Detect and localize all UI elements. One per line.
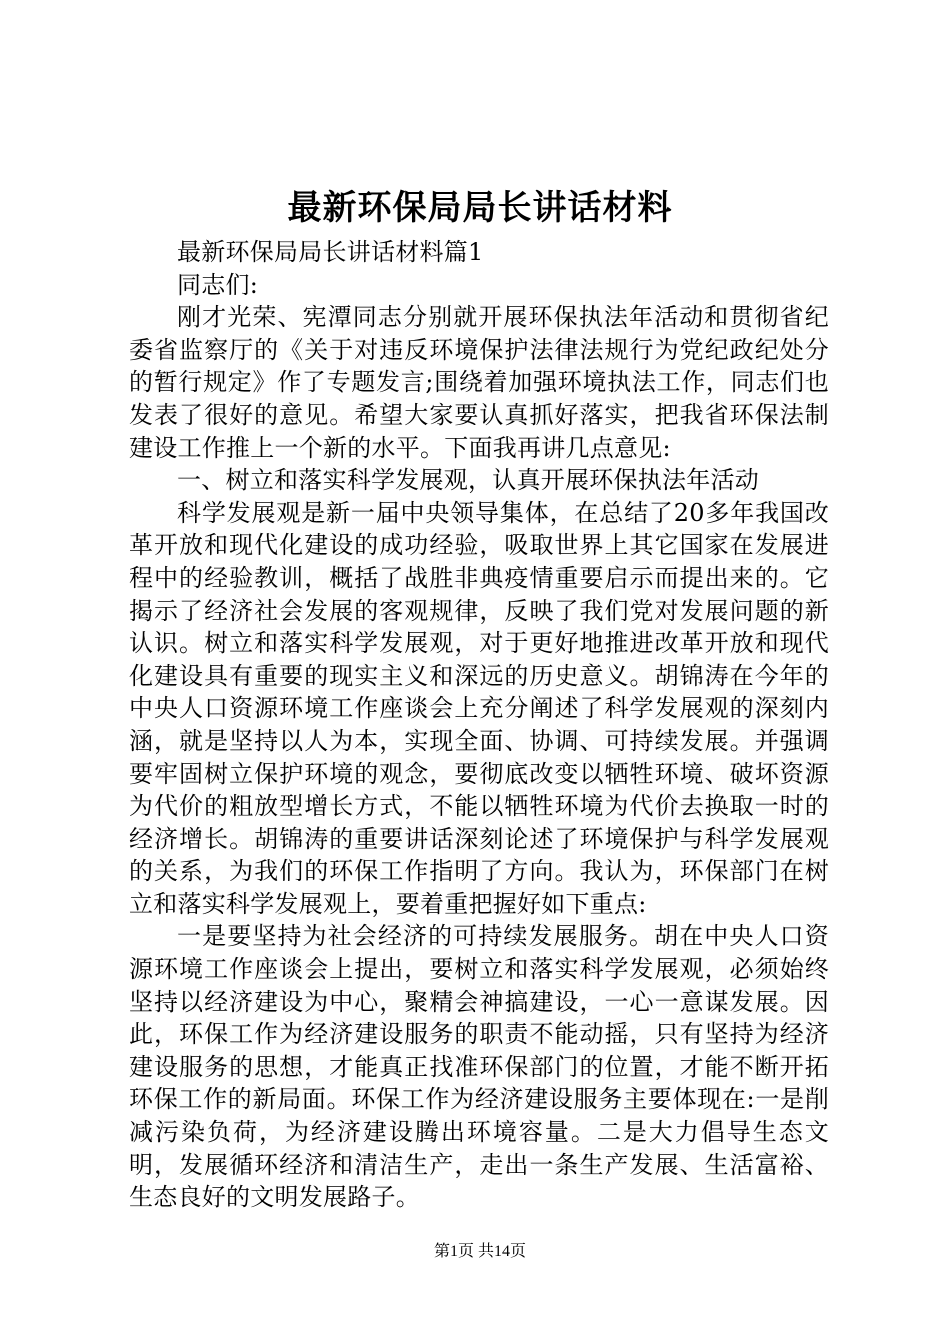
page-footer: 第1页 共14页 bbox=[433, 1243, 526, 1260]
paragraph: 科学发展观是新一届中央领导集体，在总结了20多年我国改革开放和现代化建设的成功经验，吸取世界上其它国家在发展进程中的经验教训，概括了战胜非典疫情重要启示而提出来的。它揭示了经济社会发展的客观规律，反映了我们党对发展问题的新认识。树立和落实科学发展观，对于更好地推进改革开放和现代化建设具有重要的现实主义和深远的历史意义。胡锦涛在今年的中央人口资源环境工作座谈会上充分阐述了科学发展观的深刻内涵，就是坚持以人为本，实现全面、协调、可持续发展。并强调要牢固树立保护环境的观念，要彻底改变以牺牲环境、破坏资源为代价的粗放型增长方式，不能以牺牲环境为代价去换取一时的经济增长。胡锦涛的重要讲话深刻论述了环境保护与科学发展观的关系，为我们的环保工作指明了方向。我认为，环保部门在树立和落实科学发展观上，要着重把握好如下重点: bbox=[129, 498, 829, 918]
document-title: 最新环保局局长讲话材料 bbox=[287, 188, 673, 228]
document-body bbox=[129, 236, 829, 1214]
paragraph: 一是要坚持为社会经济的可持续发展服务。胡在中央人口资源环境工作座谈会上提出，要树立和落实科学发展观，必须始终坚持以经济建设为中心，聚精会神搞建设，一心一意谋发展。因此，环保工作为经济建设服务的职责不能动摇，只有坚持为经济建设服务的思想，才能真正找准环保部门的位置，才能不断开拓环保工作的新局面。环保工作为经济建设服务主要体现在:一是削减污染负荷，为经济建设腾出环境容量。二是大力倡导生态文明，发展循环经济和清洁生产，走出一条生产发展、生活富裕、生态良好的文明发展路子。 bbox=[129, 922, 829, 1212]
salutation: 同志们: bbox=[177, 270, 259, 299]
subheading: 一、树立和落实科学发展观，认真开展环保执法年活动 bbox=[177, 466, 759, 495]
paragraph: 刚才光荣、宪潭同志分别就开展环保执法年活动和贯彻省纪委省监察厅的《关于对违反环境保护法律法规行为党纪政纪处分的暂行规定》作了专题发言;围绕着加强环境执法工作，同志们也发表了很好的意见。希望大家要认真抓好落实，把我省环保法制建设工作推上一个新的水平。下面我再讲几点意见: bbox=[129, 303, 829, 462]
section-heading: 最新环保局局长讲话材料篇1 bbox=[177, 238, 484, 266]
